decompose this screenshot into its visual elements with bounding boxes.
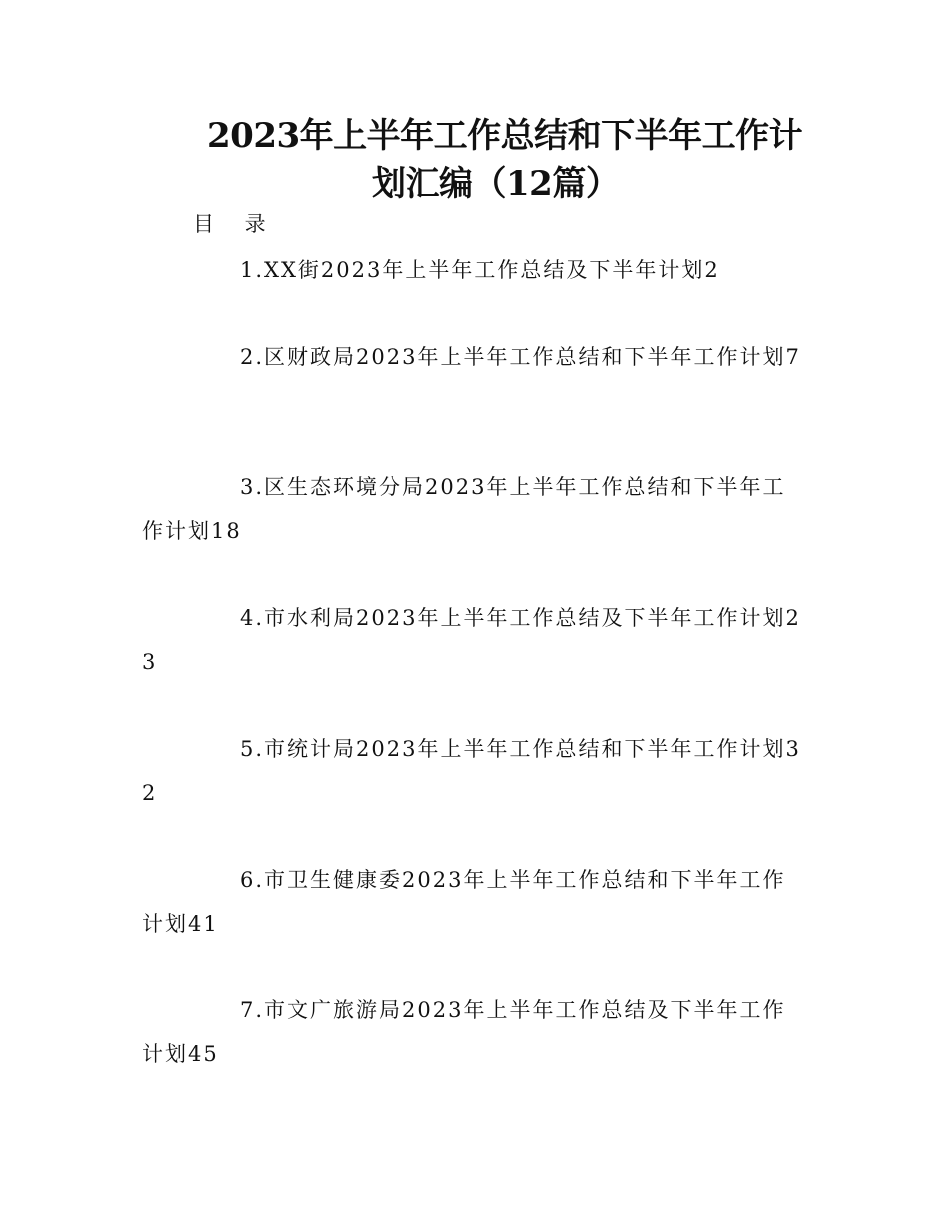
toc-entry[interactable]: 5.市统计局2023年上半年工作总结和下半年工作计划32	[142, 737, 801, 805]
toc-entry[interactable]: 4.市水利局2023年上半年工作总结及下半年工作计划23	[142, 606, 801, 674]
document-title-line-1: 2023年上半年工作总结和下半年工作计	[207, 116, 803, 156]
toc-entry[interactable]: 7.市文广旅游局2023年上半年工作总结及下半年工作计划45	[142, 998, 786, 1066]
toc-entry[interactable]: 2.区财政局2023年上半年工作总结和下半年工作计划7	[240, 345, 801, 369]
toc-entry[interactable]: 1.XX街2023年上半年工作总结及下半年计划2	[240, 258, 720, 282]
document-title-line-2: 划汇编（12篇）	[372, 164, 620, 204]
toc-entry[interactable]: 6.市卫生健康委2023年上半年工作总结和下半年工作计划41	[142, 868, 786, 936]
toc-heading: 目 录	[193, 212, 278, 236]
toc-entry[interactable]: 3.区生态环境分局2023年上半年工作总结和下半年工作计划18	[142, 475, 786, 543]
document-title	[140, 112, 860, 208]
